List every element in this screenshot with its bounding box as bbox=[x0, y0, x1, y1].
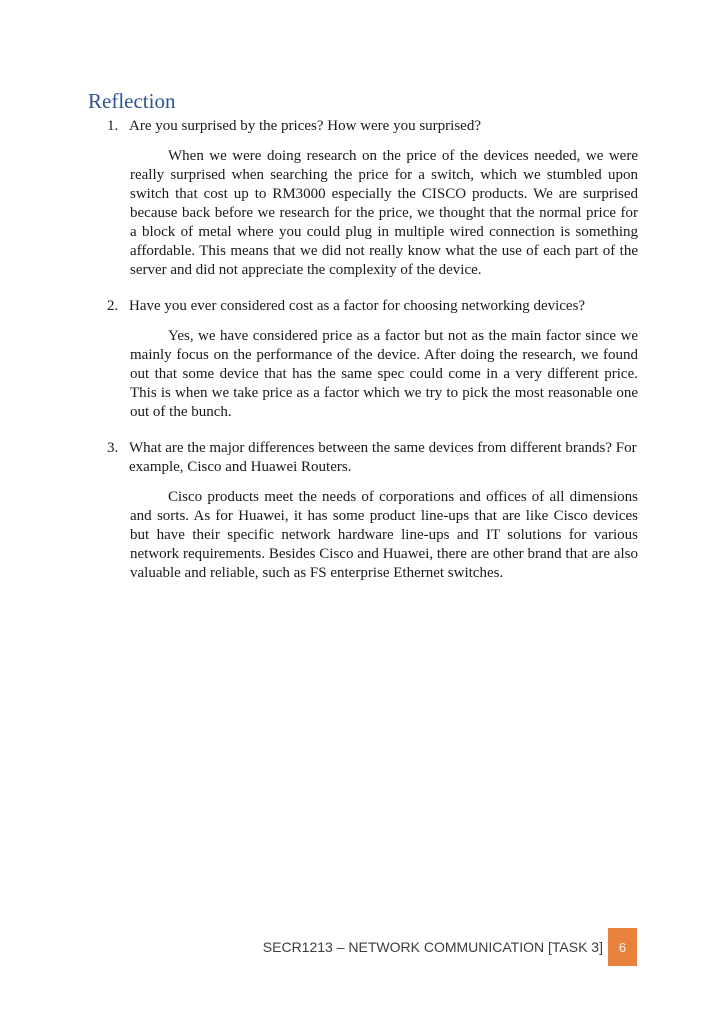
question-text: Are you surprised by the prices? How were you surprised? bbox=[129, 118, 481, 134]
question-number: 3. bbox=[107, 440, 119, 456]
page-number-badge: 6 bbox=[608, 928, 637, 966]
answer-paragraph: When we were doing research on the price of the devices needed, we were really surprised when searching the price for a switch, which we stumbled upon switch that cost up to RM3000 especially the CISCO products. We are surprised because back before we research for the price, we thought that the normal price for a block of metal where you could plug in multiple wired connection is something affordable. This means that we did not really know what the use of each part of the server and did not appreciate the complexity of the device. bbox=[130, 148, 638, 278]
question-row bbox=[88, 297, 638, 316]
question-text: What are the major differences between the same devices from different brands? For example, Cisco and Huawei Routers. bbox=[129, 440, 637, 475]
qa-item-1 bbox=[88, 117, 638, 280]
question-number: 1. bbox=[107, 118, 119, 134]
answer-paragraph: Cisco products meet the needs of corporations and offices of all dimensions and sorts. As for Huawei, it has some product line-ups that are like Cisco devices but have their specific network hardware line-ups and IT solutions for various network requirements. Besides Cisco and Huawei, there are other brand that are also valuable and reliable, such as FS enterprise Ethernet switches. bbox=[130, 489, 638, 581]
question-number: 2. bbox=[107, 298, 119, 314]
footer-course-label: SECR1213 – NETWORK COMMUNICATION [TASK 3] bbox=[262, 939, 603, 955]
page-content bbox=[88, 88, 638, 600]
question-list bbox=[88, 117, 638, 583]
page-footer bbox=[0, 928, 724, 966]
question-row bbox=[88, 117, 638, 136]
qa-item-2 bbox=[88, 297, 638, 422]
question-row bbox=[88, 439, 638, 477]
qa-item-3 bbox=[88, 439, 638, 583]
answer-paragraph: Yes, we have considered price as a factor but not as the main factor since we mainly focus on the performance of the device. After doing the research, we found out that some device that has the same spec could come in a very different price. This is when we take price as a factor which we try to pick the most reasonable one out of the bunch. bbox=[130, 328, 638, 420]
question-text: Have you ever considered cost as a factor for choosing networking devices? bbox=[129, 298, 586, 314]
section-heading: Reflection bbox=[88, 89, 176, 113]
